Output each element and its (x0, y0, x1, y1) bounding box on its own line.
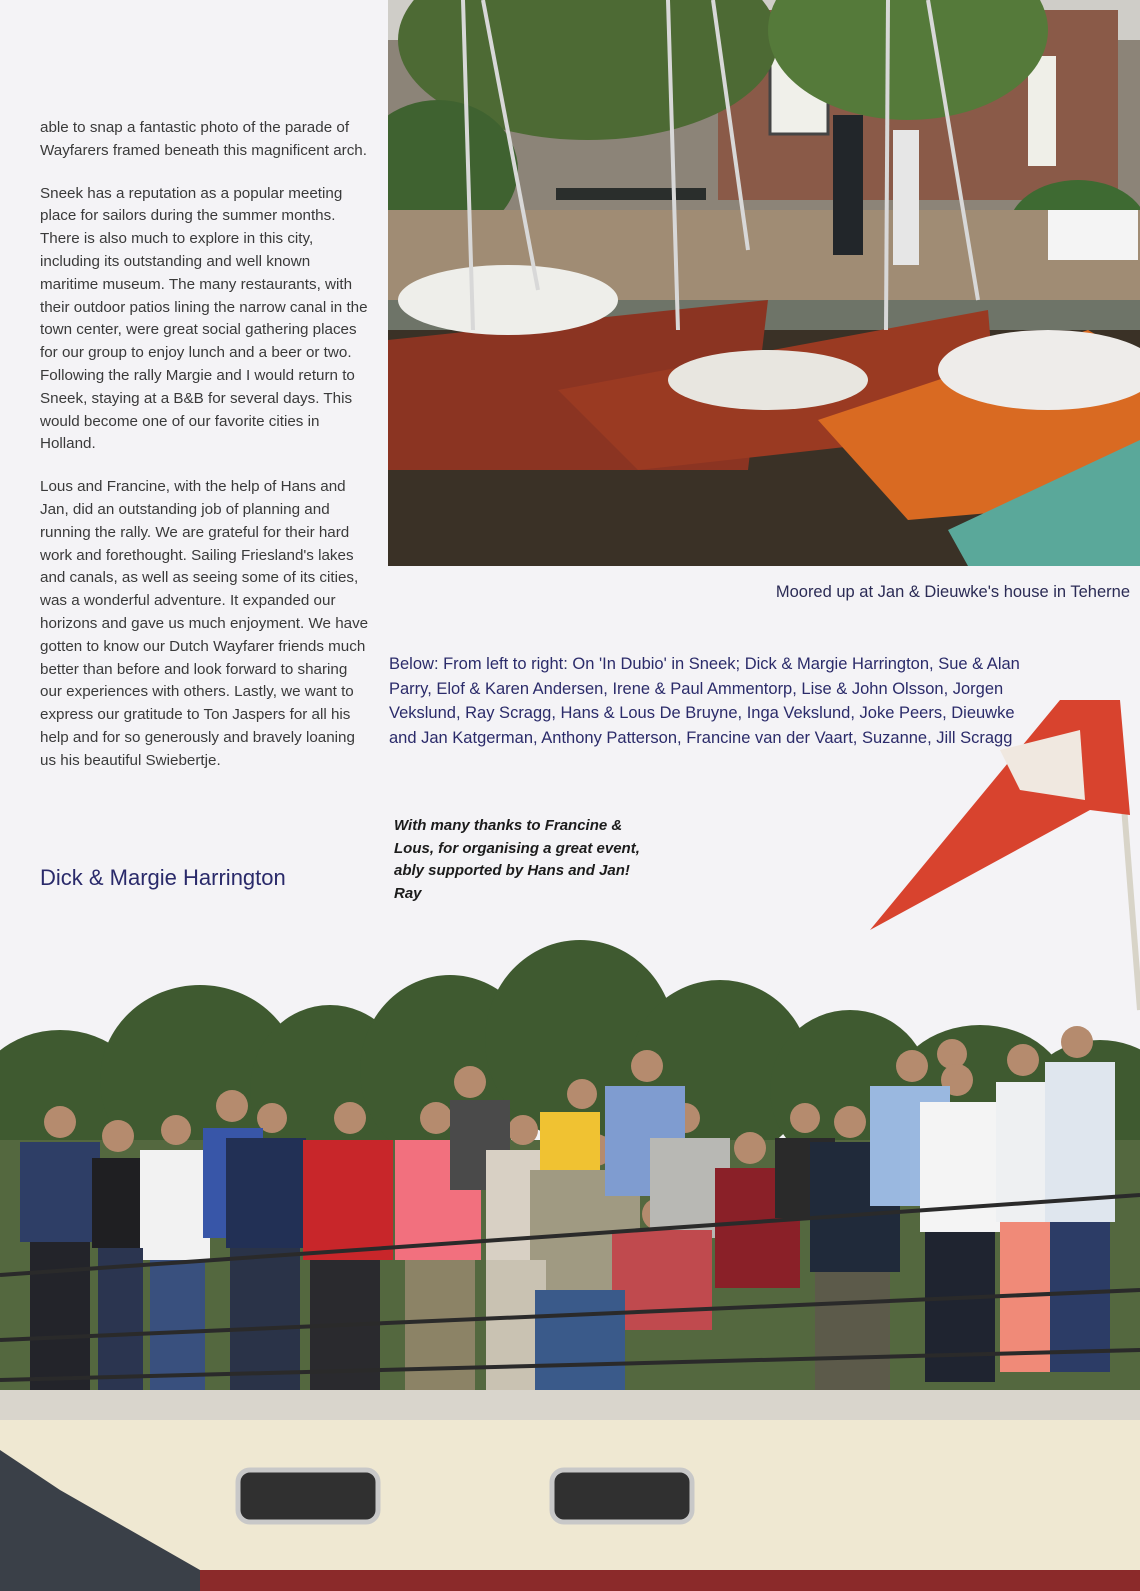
group-photo-caption: Below: From left to right: On 'In Dubio' in Sneek; Dick & Margie Harrington, Sue & Alan Parry, Elof & Karen Andersen, Irene & Paul Ammentorp, Lise & John Olsson, Jorgen Vekslund, Ray Scragg, Hans & Lous De Bruyne, Inga Vekslund, Joke Peers, Dieuwke and Jan Katgerman, Anthony Patterson, Francine van der Vaart, Suzanne, Jill Scragg (389, 655, 1020, 747)
boat-hull (0, 1390, 1140, 1591)
author-signature: Dick & Margie Harrington (40, 865, 286, 890)
harbour-photo (388, 0, 1140, 566)
harbour-photo-caption: Moored up at Jan & Dieuwke's house in Teherne (775, 583, 1130, 601)
article-text-column (40, 117, 370, 793)
article-paragraph: able to snap a fantastic photo of the parade of Wayfarers framed beneath this magnificent arch. (40, 119, 367, 159)
article-paragraph: Sneek has a reputation as a popular meeting place for sailors during the summer months. There is also much to explore in this city, including its outstanding and well known maritime museum. The many restaurants, with their outdoor patios lining the narrow canal in the town center, were great social gathering places for our group to enjoy lunch and a beer or two. Following the rally Margie and I would return to Sneek, staying at a B&B for several days. This would become one of our favorite cities in Holland. (40, 184, 368, 453)
thanks-note: With many thanks to Francine & Lous, for organising a great event, ably supported by Hans and Jan! Ray (394, 817, 640, 902)
article-paragraph: Lous and Francine, with the help of Hans and Jan, did an outstanding job of planning and running the rally. We are grateful for their hard work and forethought. Sailing Friesland's lakes and canals, as well as seeing some of its cities, was a wonderful adventure. It expanded our horizons and gave us much enjoyment. We have gotten to know our Dutch Wayfarer friends much better than before and look forward to sharing our experiences with others. Lastly, we want to express our gratitude to Ton Jaspers for all his help and for so generously and bravely loaning us his beautiful Swiebertje. (40, 478, 369, 769)
